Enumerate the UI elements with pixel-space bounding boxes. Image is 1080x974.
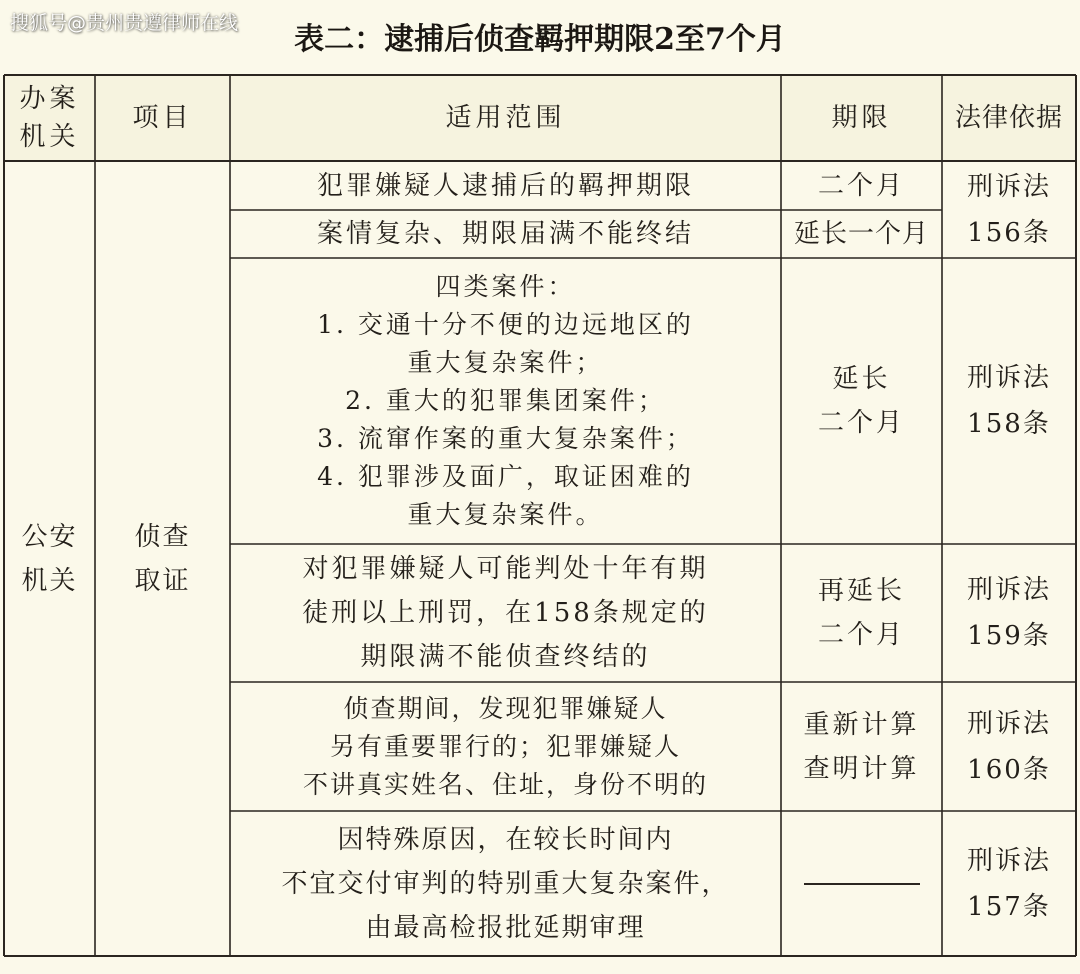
header-item-label: 项目 (132, 103, 193, 133)
item-label: 侦查 取证 (134, 521, 191, 596)
header-agency (4, 75, 95, 161)
scope-text: 犯罪嫌疑人逮捕后的羁押期限 (316, 170, 694, 201)
table-row-4-basis (942, 544, 1076, 682)
scope-text: 对犯罪嫌疑人可能判处十年有期 徒刑以上刑罚，在158条规定的 期限满不能侦查终结的 (302, 554, 709, 672)
header-term (781, 75, 942, 161)
table-row-4-term (781, 544, 942, 682)
header-scope-label: 适用范围 (445, 103, 566, 133)
table-row-5-term (781, 682, 942, 811)
table-row-1-scope (230, 161, 781, 210)
table-row-1-term (781, 161, 942, 210)
table-row-2-term (781, 210, 942, 258)
header-scope (230, 75, 781, 161)
table-row-5-basis (942, 682, 1076, 811)
agency-cell (4, 161, 95, 956)
table-row-6-term (781, 811, 942, 956)
basis-text: 刑诉法 157条 (966, 845, 1051, 922)
item-cell (95, 161, 230, 956)
basis-text: 刑诉法 158条 (966, 363, 1051, 439)
table-row-5-scope (230, 682, 781, 811)
table-row-3-scope (230, 258, 781, 544)
table-row-6-basis (942, 811, 1076, 956)
term-text: 延长一个月 (793, 219, 929, 249)
header-basis-label: 法律依据 (954, 103, 1063, 133)
table-row-2-scope (230, 210, 781, 258)
table-row-3-term (781, 258, 942, 544)
table-title: 表二：逮捕后侦查羁押期限2至7个月 (294, 22, 786, 57)
header-agency-label: 办案 机关 (19, 84, 80, 152)
header-term-label: 期限 (831, 103, 892, 133)
table-row-6-scope (230, 811, 781, 956)
basis-text: 刑诉法 160条 (966, 708, 1051, 785)
scope-text: 四类案件： 1. 交通十分不便的边远地区的 重大复杂案件； 2. 重大的犯罪集团案件； 3. 流窜作案的重大复杂案件； 4. 犯罪涉及面广，取证困难的 重大复杂案件。 (317, 272, 694, 529)
header-item (95, 75, 230, 161)
basis-text: 刑诉法 156条 (966, 171, 1051, 248)
table-row-1-2-basis (942, 161, 1076, 258)
scope-text: 案情复杂、期限届满不能终结 (316, 219, 694, 249)
term-text: 再延长 二个月 (817, 576, 905, 650)
scope-text: 侦查期间，发现犯罪嫌疑人 另有重要罪行的；犯罪嫌疑人 不讲真实姓名、住址，身份不明的 (302, 693, 708, 799)
agency-label: 公安 机关 (21, 521, 78, 596)
term-text: 二个月 (817, 170, 905, 201)
dash-line (804, 883, 920, 885)
scope-text: 因特殊原因，在较长时间内 不宜交付审判的特别重大复杂案件， 由最高检报批延期审理 (281, 824, 730, 943)
table-row-3-basis (942, 258, 1076, 544)
watermark: 搜狐号@贵州贵遵律师在线 (10, 12, 239, 34)
basis-text: 刑诉法 159条 (966, 575, 1051, 651)
table-row-4-scope (230, 544, 781, 682)
term-text: 延长 二个月 (817, 364, 905, 438)
term-text: 重新计算 查明计算 (803, 709, 920, 784)
header-basis (942, 75, 1076, 161)
